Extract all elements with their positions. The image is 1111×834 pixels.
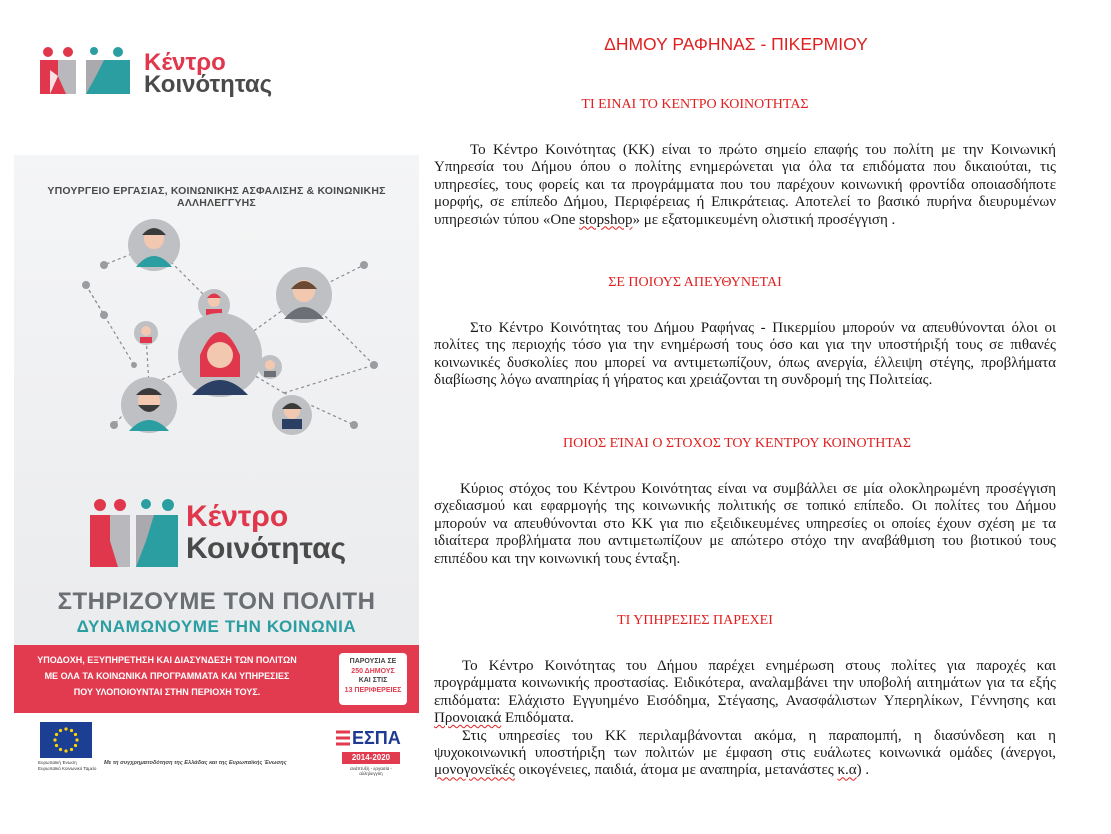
poster-slogan-2: ΔΥΝΑΜΩΝΟΥΜΕ ΤΗΝ ΚΟΙΝΩΝΙΑ xyxy=(76,617,357,636)
logo-wordmark xyxy=(144,49,273,98)
kentro-koinotitas-logo xyxy=(38,46,338,98)
what-is-text: Το Κέντρο Κοινότητας (ΚΚ) είναι το πρώτο σημείο επαφής του πολίτη με την Κοινωνική Υπηρεσία του Δήμου όπου ο πολίτης ενημερώνεται για όλα τα επιδόματα που δικαιούται, τις υπηρεσίες, τους φορείς και τα προγράμματα που του παρέχουν κοινωνική φροντίδα οποιασδήποτε μορφής, σε επίπεδο Δήμου, Περιφέρειας ή Επικράτειας. Αποτελεί το βασικό πυρήνα διευρυμένων υπηρεσιών τύπου «One xyxy=(434,142,1056,228)
services-text-2-end: ) . xyxy=(856,762,870,779)
section-heading-what-is: ΤΙ ΕΙΝΑΙ ΤΟ ΚΕΝΤΡΟ ΚΟΙΝΟΤΗΤΑΣ xyxy=(581,97,809,112)
logo-line1: Κέντρο xyxy=(144,49,226,76)
family-logo-icon xyxy=(38,46,134,96)
eu-flag-icon xyxy=(40,722,92,758)
services-underlined-2: μονογονεϊκές xyxy=(434,762,515,779)
badge-line-4: 13 ΠΕΡΙΦΕΡΕΙΕΣ xyxy=(344,686,402,694)
poster-ministry: ΥΠΟΥΡΓΕΙΟ ΕΡΓΑΣΙΑΣ, ΚΟΙΝΩΝΙΚΗΣ ΑΣΦΑΛΙΣΗΣ & ΚΟΙΝΩΝΙΚΗΣ ΑΛΛΗΛΕΓΓΥΗΣ xyxy=(47,185,386,209)
espa-years: 2014-2020 xyxy=(342,752,400,764)
poster xyxy=(14,155,419,713)
badge-line-1: ΠΑΡΟΥΣΙΑ ΣΕ xyxy=(349,658,397,665)
person-avatar-5 xyxy=(134,321,158,345)
logo-line2: Κοινότητας xyxy=(144,71,273,98)
poster-slogan-1: ΣΤΗΡΙΖΟΥΜΕ ΤΟΝ ΠΟΛΙΤΗ xyxy=(57,588,376,615)
badge-line-3: ΚΑΙ ΣΤΙΣ xyxy=(358,677,388,684)
espa-swirl-icon xyxy=(334,728,352,750)
services-text-2: Στις υπηρεσίες του ΚΚ περιλαμβάνονται ακόμα, η παραπομπή, η διασύνδεση και η ψυχοκοινωνική υποστήριξη των πολιτών με έμφαση στις ευάλωτες κοινωνικά ομάδες (άνεργοι, xyxy=(434,727,1056,762)
cofund-text: Με τη συγχρηματοδότηση της Ελλάδας και της Ευρωπαϊκής Ένωσης xyxy=(104,760,287,766)
person-avatar-3 xyxy=(276,267,332,323)
services-text-end: Επιδόματα. xyxy=(505,710,574,727)
section-text-goal xyxy=(434,481,1056,568)
banner-line-1: ΥΠΟΔΟΧΗ, ΕΞΥΠΗΡΕΤΗΣΗ ΚΑΙ ΔΙΑΣΥΝΔΕΣΗ ΤΩΝ ΠΟΛΙΤΩΝ xyxy=(37,655,297,665)
poster-logo-wordmark xyxy=(186,501,346,565)
services-text: Το Κέντρο Κοινότητας του Δήμου παρέχει ενημέρωση στους πολίτες για παροχές και προγράμματα κοινωνικής προστασίας. Ειδικότερα, αναλαμβάνει την υποβολή αιτημάτων για τα εξής επιδόματα: Ελάχιστο Εγγυημένο Εισόδημα, Στέγασης, Ανασφάλιστων Υπερηλίκων, Γέννησης και xyxy=(434,658,1056,709)
person-avatar-6 xyxy=(121,377,177,433)
section-text-services xyxy=(434,658,1056,780)
espa-word: ΕΣΠΑ xyxy=(352,728,401,748)
person-avatar-8 xyxy=(272,395,312,435)
person-avatar-1 xyxy=(128,219,180,271)
section-heading-services: ΤΙ ΥΠΗΡΕΣΙΕΣ ΠΑΡΕΧΕΙ xyxy=(617,613,773,628)
poster-family-logo-icon xyxy=(88,497,180,569)
banner-line-2: ΜΕ ΟΛΑ ΤΑ ΚΟΙΝΩΝΙΚΑ ΠΡΟΓΡΑΜΜΑΤΑ ΚΑΙ ΥΠΗΡΕΣΙΕΣ xyxy=(44,671,290,681)
presence-badge xyxy=(339,653,407,705)
section-text-what-is xyxy=(434,142,1056,229)
espa-subtitle: ανάπτυξη - εργασία - αλληλεγγύη xyxy=(350,766,392,776)
what-is-underlined: stopshop xyxy=(579,211,633,228)
section-text-audience xyxy=(434,320,1056,390)
what-is-text-end: » με εξατομικευμένη ολιστική προσέγγιση . xyxy=(632,211,896,228)
municipality-title: ΔΗΜΟΥ ΡΑΦΗΝΑΣ - ΠΙΚΕΡΜΙΟΥ xyxy=(604,34,868,54)
poster-logo xyxy=(88,495,358,575)
section-heading-goal: ΠΟΙΟΣ ΕΊΝΑΙ Ο ΣΤΟΧΟΣ ΤΟΥ ΚΕΝΤΡΟΥ ΚΟΙΝΟΤΗΤΑΣ xyxy=(562,436,912,451)
poster-logo-line1: Κέντρο xyxy=(186,500,289,533)
section-heading-audience: ΣΕ ΠΟΙΟΥΣ ΑΠΕΥΘΥΝΕΤΑΙ xyxy=(608,275,782,290)
audience-text: Στο Κέντρο Κοινότητας του Δήμου Ραφήνας - Πικερμίου μπορούν να απευθύνονται όλοι οι πολίτες της περιοχής τόσο για την ενημέρωσή τους όσο και για την υποστήριξή τους σε πιθανές κοινωνικές δυσκολίες που μπορεί να αντιμετωπίζουν, όπως ανεργία, έλλειψη στέγης, προβλήματα διαβίωσης λόγω αναπηρίας ή γήρατος και χρειάζονται τη συνδρομή της Πολιτείας. xyxy=(434,320,1056,389)
person-avatar-4 xyxy=(178,313,262,397)
person-avatar-7 xyxy=(258,355,282,379)
poster-banner xyxy=(14,645,419,713)
people-network-illustration xyxy=(14,205,419,465)
poster-logo-line2: Κοινότητας xyxy=(186,532,347,565)
eu-caption: Ευρωπαϊκή Ένωση Ευρωπαϊκό Κοινωνικό Ταμείο xyxy=(38,760,97,771)
badge-line-2: 250 ΔΗΜΟΥΣ xyxy=(351,667,395,675)
funding-logos xyxy=(38,722,418,782)
banner-line-3: ΠΟΥ ΥΛΟΠΟΙΟΥΝΤΑΙ ΣΤΗΝ ΠΕΡΙΟΧΗ ΤΟΥΣ. xyxy=(73,687,261,697)
banner-text xyxy=(22,652,312,700)
services-text-2-mid: οικογένειες, παιδιά, άτομα με αναπηρία, μετανάστες xyxy=(518,762,834,779)
services-underlined-3: κ.α xyxy=(837,762,857,779)
espa-logo xyxy=(334,726,404,776)
services-underlined: Προνοιακά xyxy=(434,710,502,727)
goal-text: Κύριος στόχος του Κέντρου Κοινότητας είναι να συμβάλλει σε μία ολοκληρωμένη προσέγγιση σχεδιασμού και εφαρμογής της κοινωνικής πολιτικής σε τοπικό επίπεδο. Οι πολίτες του Δήμου μπορούν να απευθύνονται στο ΚΚ για πιο εξειδικευμένες υπηρεσίες οι οποίες έχουν σχέση με τα ιδιαίτερα προβλήματα που αντιμετωπίζουν με απώτερο στόχο την αναβάθμιση του βιοτικού τους επιπέδου και την κοινωνική τους ένταξη. xyxy=(434,481,1056,567)
